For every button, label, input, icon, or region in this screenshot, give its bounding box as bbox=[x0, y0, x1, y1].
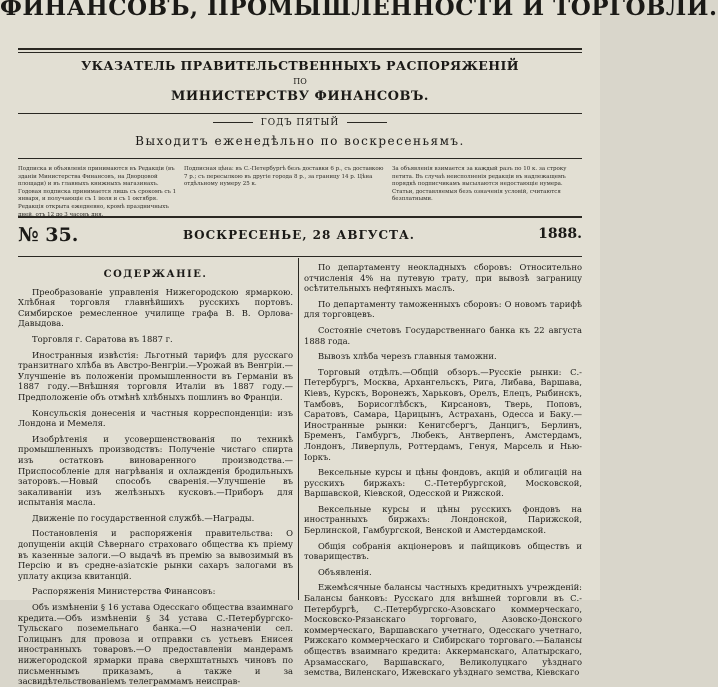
issue-number: № 35. bbox=[18, 224, 79, 246]
contents-item: По департаменту неокладныхъ сборовъ: Относительно отчисленія 4% на путевую трату, при вывозѣ заграницу осѣтительныхъ нефтяныхъ маслъ. bbox=[304, 262, 582, 294]
contents-item: Торговля г. Саратова въ 1887 г. bbox=[32, 333, 173, 344]
issue-date: ВОСКРЕСЕНЬЕ, 28 АВГУСТА. bbox=[183, 228, 415, 242]
contents-item: Изобрѣтенія и усовершенствованія по техникѣ промышленныхъ производствъ: Полученіе чистаго спирта изъ остатковъ виноваренного производства.—Приспособленіе для нагрѣванія и охлажденія бродильныхъ заторовъ.—Новый способъ сваренія.—Улучшеніе въ закаливаніи изъ желѣзныхъ кусковъ.—Приборъ для испытанія масла. bbox=[18, 433, 293, 508]
contents-title: СОДЕРЖАНІЕ. bbox=[103, 269, 208, 280]
contents-item: Движеніе по государственной службѣ.—Награды. bbox=[32, 512, 255, 523]
contents-item: Объ измѣненіи § 16 устава Одесскаго общества взаимнаго кредита.—Объ измѣненіи § 34 устава С.-Петербургско-Тульскаго поземельнаго банка.—О назначеніи сел. Голицынъ для провоза и отправки съ устьевъ Енисея иностранныхъ товаровъ.—О предоставленіи мандерамъ нижегородской ярмарки права сверхштатныхъ чиновъ по письменнымъ приказамъ, а также и за засвидѣтельствованіемъ телеграммамъ неисправ- bbox=[18, 602, 293, 687]
contents-item: Преобразованіе управленія Нижегородскою ярмаркою. Хлѣбная торговля главнѣйшихъ русскихъ портовъ. Симбирское ремесленное училище графа В. В. Орлова-Давыдова. bbox=[18, 286, 293, 329]
contents-item: По департаменту таможенныхъ сборовъ: О новомъ тарифѣ для торговцевъ. bbox=[304, 298, 582, 320]
subtitle: УКАЗАТЕЛЬ ПРАВИТЕЛЬСТВЕННЫХЪ РАСПОРЯЖЕНІЙ bbox=[81, 58, 519, 73]
contents-item: Объявленія. bbox=[318, 566, 372, 577]
contents-column-right bbox=[304, 262, 582, 678]
contents-item: Иностранныя извѣстія: Льготный тарифъ для русскаго транзитнаго хлѣба въ Австро-Венгріи.—Урожай въ Венгріи.—Улучшеніе въ положеніи промышленности въ Германіи въ 1887 году.—Внѣшняя торговля Италіи въ 1887 году.—Предположеніе объ отмѣнѣ хлѣбныхъ пошлинъ во Франціи. bbox=[18, 349, 293, 402]
columns-rule bbox=[18, 256, 582, 257]
contents-item: Консульскія донесенія и частныя корреспонденціи: изъ Лондона и Мемеля. bbox=[18, 407, 293, 429]
masthead-title: ФИНАНСОВЪ, ПРОМЫШЛЕННОСТИ И ТОРГОВЛИ. bbox=[0, 0, 718, 21]
contents-item: Общія собранія акціонеровъ и пайщиковъ обществъ и товариществъ. bbox=[304, 540, 582, 562]
weekly-notice: Выходитъ еженедѣльно по воскресеньямъ. bbox=[135, 134, 465, 148]
contents-item: Торговый отдѣлъ.—Общій обзоръ.—Русскіе рынки: С.-Петербургъ, Москва, Архангельскъ, Рига, Либава, Варшава, Кіевъ, Курскъ, Воронежъ, Харьковъ, Орелъ, Елецъ, Рыбинскъ, Тамбовъ, Борисоглѣбскъ, Кирсановъ, Тверь, Поповъ, Саратовъ, Самара, Царицынъ, Астрахань, Одесса и Баку.—Иностранные рынки: Кенигсбергъ, Данцигъ, Берлинъ, Бременъ, Гамбургъ, Любекъ, Антверпенъ, Амстердамъ, Лондонъ, Ливерпуль, Роттердамъ, Генуя, Марсель и Нью-Іоркъ. bbox=[304, 366, 582, 462]
contents-item: Состояніе счетовъ Государственнаго банка къ 22 августа 1888 года. bbox=[304, 324, 582, 346]
header-rule bbox=[18, 113, 582, 114]
issue-rule-top bbox=[18, 216, 582, 218]
masthead-rule bbox=[18, 48, 582, 50]
year-label: ГОДЪ ПЯТЫЙ bbox=[0, 118, 600, 128]
issue-year: 1888. bbox=[538, 226, 582, 242]
subscription-price: Подписная цѣна: въ С.-Петербургѣ безъ доставки 6 р., съ доставкою 7 р.; съ пересылкою въ другіе города 8 р., за границу 14 р. Цѣна отдѣльному нумеру 25 к. bbox=[184, 166, 384, 188]
contents-column-left bbox=[18, 262, 293, 687]
masthead-rule-thin bbox=[18, 52, 582, 53]
subscription-rule-top bbox=[18, 158, 582, 159]
issue-line bbox=[18, 224, 582, 248]
contents-item: Постановленія и распоряженія правительства: О допущеніи акцій Сѣвернаго страховаго общества къ пріему въ казенные залоги.—О выдачѣ въ премію за вывозимый въ Персію и въ средне-азіатскіе рынки сахаръ залогами въ уплату акциза квитанцій. bbox=[18, 528, 293, 581]
contents-item: Ежемѣсячные балансы частныхъ кредитныхъ учрежденій: Балансы банковъ: Русскаго для внѣшней торговли въ С.-Петербургѣ, С.-Петербургско-Азовскаго коммерческаго, Московско-Рязанскаго торговаго, Азовско-Донского коммерческаго, Варшавскаго учетнаго, Одесскаго учетнаго, Рижскаго коммерческаго и Сибирскаго торговаго.—Балансы обществъ взаимнаго кредита: Аккерманскаго, Алатырскаго, Арзамасскаго, Варшавскаго, Великолуцкаго уѣзднаго земства, Виленскаго, Ижевскаго уѣзднаго земства, Кіевскаго bbox=[304, 582, 582, 678]
subtitle-po: ПО bbox=[293, 77, 307, 86]
subscription-info-right: За объявленія взимается за каждый разъ по 10 к. за строку петита. Въ случаѣ неисполненія редакціи въ надлежащемъ порядкѣ подписчикамъ высылаются недостающіе нумера. Статьи, доставляемыя безъ означенія условій, считаются безплатными. bbox=[392, 166, 567, 203]
contents-item: Вексельные курсы и цѣны фондовъ, акцій и облигацій на русскихъ биржахъ: С.-Петербургской, Московской, Варшавской, Кіевской, Одесской и Рижской. bbox=[304, 467, 582, 499]
contents-item: Вывозъ хлѣба черезъ главныя таможни. bbox=[318, 351, 497, 362]
subscription-info-left: Подписка и объявленія принимаются въ Редакціи (въ зданіи Министерства Финансовъ, на Дворцовой площади) и въ главныхъ книжныхъ магазинахъ. Годовая подписка принимается лишь съ срокомъ съ 1 января, и получающіе съ 1 іюля и съ 1 октября. Редакція открыта ежедневно, кромѣ праздничныхъ дней, отъ 12 до 3 часовъ дня. bbox=[18, 166, 177, 218]
contents-item: Распоряженія Министерства Финансовъ: bbox=[32, 586, 216, 597]
contents-item: Вексельные курсы и цѣны русскихъ фондовъ на иностранныхъ биржахъ: Лондонской, Парижской, Берлинской, Гамбургской, Венской и Амстердамской. bbox=[304, 503, 582, 536]
column-divider bbox=[298, 258, 299, 600]
ministry-title: МИНИСТЕРСТВУ ФИНАНСОВЪ. bbox=[171, 89, 429, 104]
